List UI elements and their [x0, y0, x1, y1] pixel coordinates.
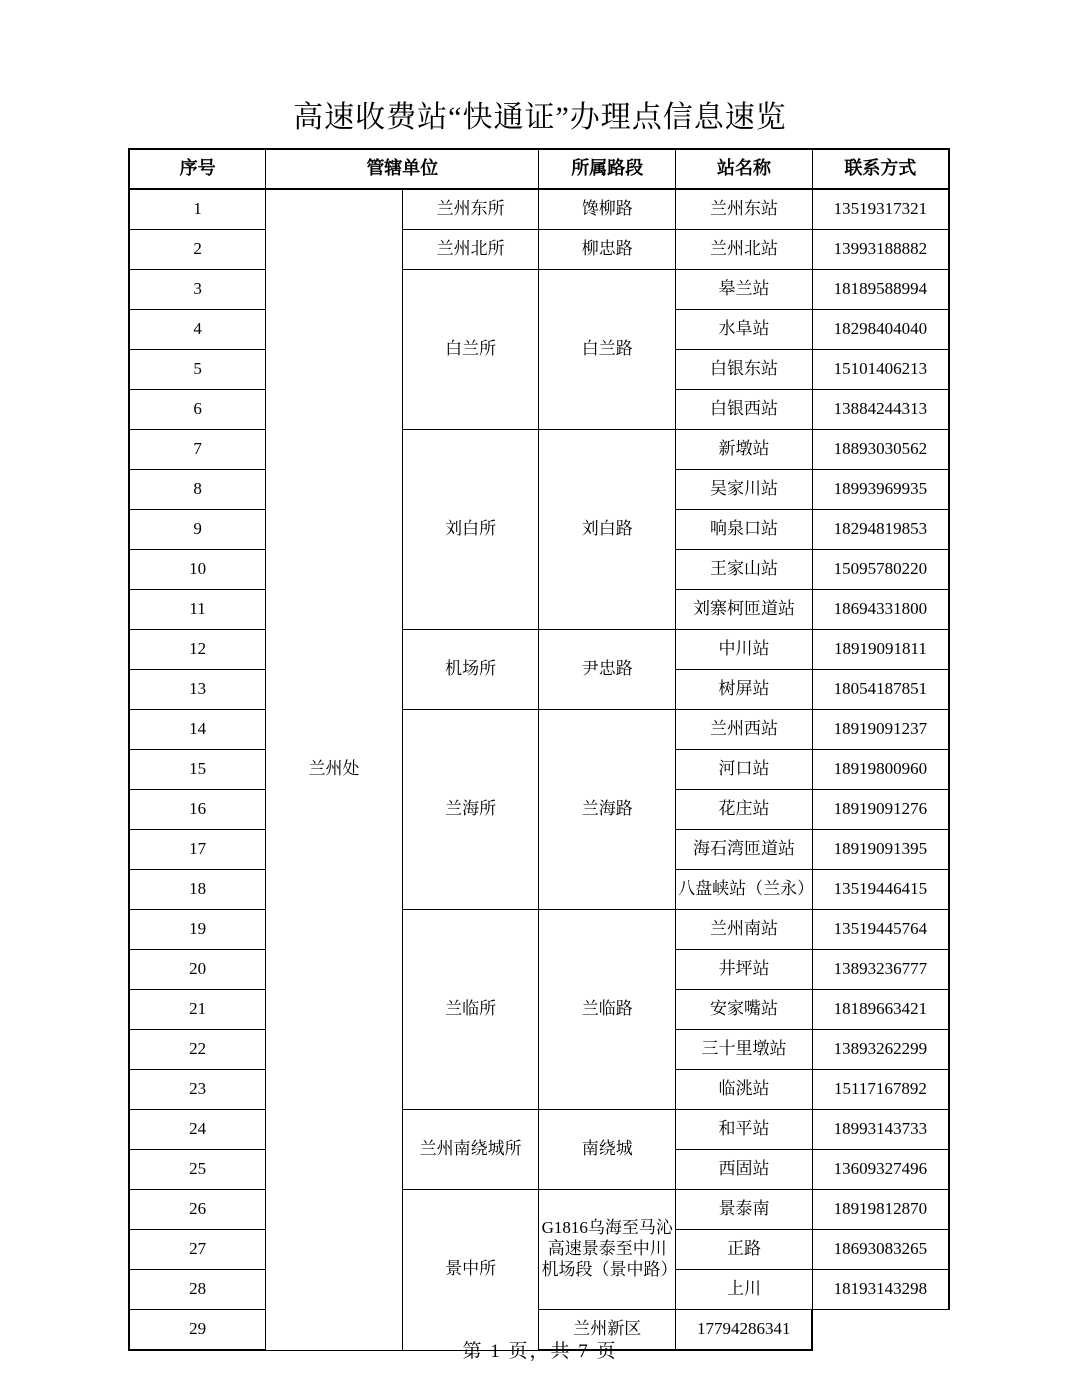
cell-contact: 18294819853	[812, 510, 949, 550]
cell-seq: 19	[129, 910, 266, 950]
cell-station: 景泰南	[676, 1190, 813, 1230]
cell-station: 花庄站	[676, 790, 813, 830]
cell-contact: 13609327496	[812, 1150, 949, 1190]
cell-station: 兰州新区	[539, 1310, 676, 1351]
cell-station: 八盘峡站（兰永）	[676, 870, 813, 910]
cell-seq: 23	[129, 1070, 266, 1110]
cell-road: 兰临路	[539, 910, 676, 1110]
cell-seq: 2	[129, 230, 266, 270]
cell-station: 兰州东站	[676, 189, 813, 230]
cell-contact: 18893030562	[812, 430, 949, 470]
cell-contact: 15101406213	[812, 350, 949, 390]
cell-seq: 5	[129, 350, 266, 390]
cell-station: 正路	[676, 1230, 813, 1270]
cell-sub-org: 兰临所	[402, 910, 539, 1110]
cell-contact: 13993188882	[812, 230, 949, 270]
table-row	[129, 1110, 949, 1150]
cell-seq: 17	[129, 830, 266, 870]
cell-sub-org: 白兰所	[402, 270, 539, 430]
table-header	[129, 149, 949, 189]
cell-seq: 12	[129, 630, 266, 670]
cell-station: 井坪站	[676, 950, 813, 990]
cell-contact: 18919800960	[812, 750, 949, 790]
cell-station: 中川站	[676, 630, 813, 670]
cell-road: 尹忠路	[539, 630, 676, 710]
table-row	[129, 910, 949, 950]
cell-road: 兰海路	[539, 710, 676, 910]
cell-sub-org: 机场所	[402, 630, 539, 710]
cell-seq: 26	[129, 1190, 266, 1230]
cell-contact: 18919812870	[812, 1190, 949, 1230]
table-row	[129, 430, 949, 470]
cell-contact: 13893262299	[812, 1030, 949, 1070]
column-header-road: 所属路段	[539, 149, 676, 189]
cell-station: 皋兰站	[676, 270, 813, 310]
cell-station: 临洮站	[676, 1070, 813, 1110]
cell-station: 刘寨柯匝道站	[676, 590, 813, 630]
cell-seq: 11	[129, 590, 266, 630]
cell-contact: 18054187851	[812, 670, 949, 710]
cell-contact: 18993969935	[812, 470, 949, 510]
page-title: 高速收费站“快通证”办理点信息速览	[293, 101, 787, 134]
cell-station: 白银西站	[676, 390, 813, 430]
cell-contact: 13519446415	[812, 870, 949, 910]
cell-station: 上川	[676, 1270, 813, 1310]
cell-seq: 18	[129, 870, 266, 910]
cell-sub-org: 刘白所	[402, 430, 539, 630]
cell-sub-org: 兰州南绕城所	[402, 1110, 539, 1190]
cell-contact: 18189663421	[812, 990, 949, 1030]
cell-seq: 3	[129, 270, 266, 310]
table-row	[129, 270, 949, 310]
cell-contact: 18919091276	[812, 790, 949, 830]
cell-seq: 13	[129, 670, 266, 710]
cell-station: 海石湾匝道站	[676, 830, 813, 870]
cell-station: 河口站	[676, 750, 813, 790]
cell-sub-org: 景中所	[402, 1190, 539, 1351]
column-header-seq: 序号	[129, 149, 266, 189]
table-row	[129, 230, 949, 270]
cell-contact: 18993143733	[812, 1110, 949, 1150]
cell-seq: 20	[129, 950, 266, 990]
cell-road: 刘白路	[539, 430, 676, 630]
table-container	[128, 148, 950, 1351]
cell-contact: 13884244313	[812, 390, 949, 430]
cell-road: 馋柳路	[539, 189, 676, 230]
cell-station: 三十里墩站	[676, 1030, 813, 1070]
cell-seq: 27	[129, 1230, 266, 1270]
cell-seq: 1	[129, 189, 266, 230]
cell-contact: 15117167892	[812, 1070, 949, 1110]
toll-station-table	[128, 148, 950, 1351]
cell-station: 新墩站	[676, 430, 813, 470]
table-row	[129, 710, 949, 750]
cell-station: 水阜站	[676, 310, 813, 350]
cell-contact: 15095780220	[812, 550, 949, 590]
cell-contact: 13519445764	[812, 910, 949, 950]
header-row	[129, 149, 949, 189]
cell-road: 柳忠路	[539, 230, 676, 270]
cell-station: 吴家川站	[676, 470, 813, 510]
cell-contact: 18694331800	[812, 590, 949, 630]
cell-seq: 25	[129, 1150, 266, 1190]
cell-contact: 18189588994	[812, 270, 949, 310]
cell-seq: 10	[129, 550, 266, 590]
table-row	[129, 189, 949, 230]
cell-contact: 18919091237	[812, 710, 949, 750]
cell-seq: 22	[129, 1030, 266, 1070]
cell-sub-org: 兰州东所	[402, 189, 539, 230]
cell-seq: 15	[129, 750, 266, 790]
table-row	[129, 630, 949, 670]
cell-seq: 7	[129, 430, 266, 470]
cell-road: 南绕城	[539, 1110, 676, 1190]
cell-station: 兰州西站	[676, 710, 813, 750]
cell-contact: 18919091395	[812, 830, 949, 870]
column-header-contact: 联系方式	[812, 149, 949, 189]
table-body	[129, 189, 949, 1350]
cell-station: 兰州南站	[676, 910, 813, 950]
cell-station: 树屏站	[676, 670, 813, 710]
cell-station: 白银东站	[676, 350, 813, 390]
cell-road: G1816乌海至马沁高速景泰至中川机场段（景中路）	[539, 1190, 676, 1310]
cell-station: 和平站	[676, 1110, 813, 1150]
cell-road: 白兰路	[539, 270, 676, 430]
cell-seq: 21	[129, 990, 266, 1030]
cell-contact: 18298404040	[812, 310, 949, 350]
column-header-station: 站名称	[676, 149, 813, 189]
cell-contact: 13893236777	[812, 950, 949, 990]
cell-seq: 16	[129, 790, 266, 830]
cell-station: 安家嘴站	[676, 990, 813, 1030]
cell-contact: 18919091811	[812, 630, 949, 670]
cell-station: 兰州北站	[676, 230, 813, 270]
cell-seq: 24	[129, 1110, 266, 1150]
cell-sub-org: 兰州北所	[402, 230, 539, 270]
cell-station: 王家山站	[676, 550, 813, 590]
cell-contact: 18693083265	[812, 1230, 949, 1270]
cell-seq: 14	[129, 710, 266, 750]
cell-seq: 4	[129, 310, 266, 350]
cell-station: 响泉口站	[676, 510, 813, 550]
cell-seq: 6	[129, 390, 266, 430]
cell-seq: 28	[129, 1270, 266, 1310]
cell-contact: 18193143298	[812, 1270, 949, 1310]
cell-station: 西固站	[676, 1150, 813, 1190]
cell-seq: 29	[129, 1310, 266, 1351]
cell-contact: 13519317321	[812, 189, 949, 230]
table-row	[129, 1190, 949, 1230]
column-header-org: 管辖单位	[266, 149, 539, 189]
cell-seq: 9	[129, 510, 266, 550]
cell-org-main: 兰州处	[266, 189, 403, 1350]
cell-contact: 17794286341	[676, 1310, 813, 1351]
page-footer: 第 1 页，共 7 页	[462, 1341, 618, 1362]
cell-seq: 8	[129, 470, 266, 510]
cell-sub-org: 兰海所	[402, 710, 539, 910]
